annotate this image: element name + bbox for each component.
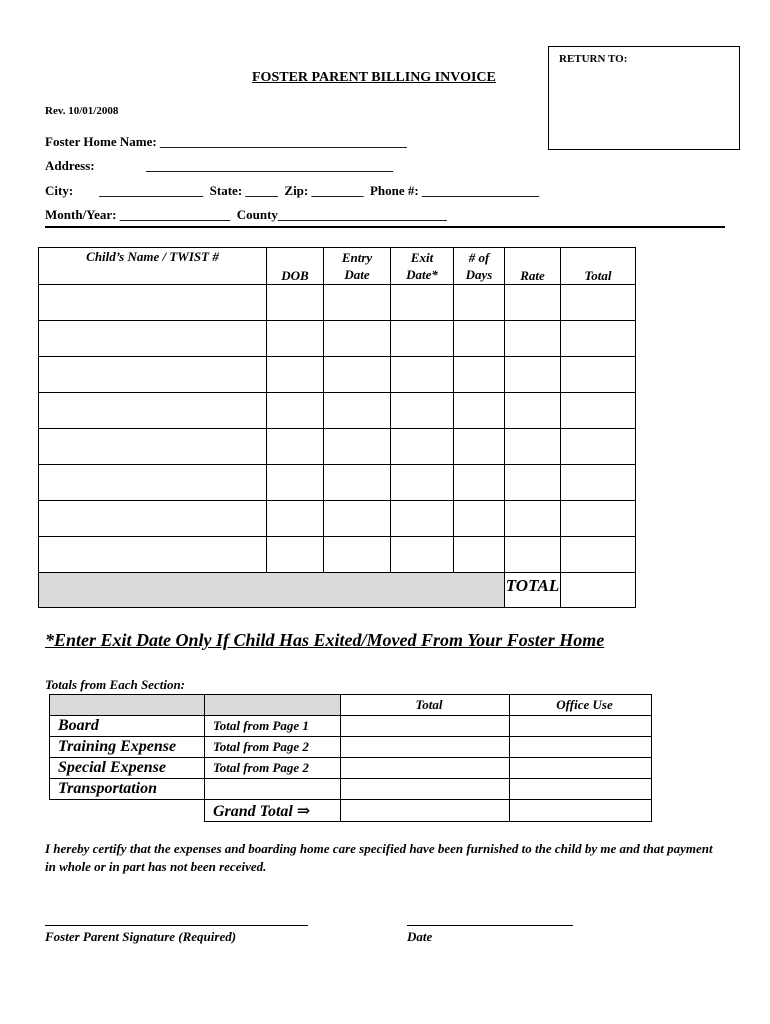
signature-line[interactable] [45,925,308,926]
summary-row-board [50,716,652,737]
summary-row-transportation [50,779,652,800]
signature-label: Foster Parent Signature (Required) [45,929,237,944]
table-row[interactable] [39,285,636,321]
row-source: Total from Page 1 [205,716,341,737]
table-row[interactable] [39,321,636,357]
row-source: Total from Page 2 [205,758,341,779]
col-header-days: # of Days [454,248,505,285]
row-label: Training Expense [50,737,205,758]
revision-date: Rev. 10/01/2008 [45,105,119,117]
table-total-row [39,573,636,608]
total-input[interactable] [341,716,510,737]
office-use-cell [510,758,652,779]
table-header-row [39,248,636,285]
certification-text: I hereby certify that the expenses and boarding home care specified have been furnished to the child by me and that payment in whole or in part has not been received. [45,841,713,874]
header-divider [45,226,725,228]
page-title: FOSTER PARENT BILLING INVOICE [252,70,496,85]
grand-total-input[interactable] [341,800,510,822]
total-input[interactable] [341,758,510,779]
summary-header-row [50,695,652,716]
exit-date-note: *Enter Exit Date Only If Child Has Exited/Moved From Your Foster Home [45,630,605,650]
office-use-cell [510,716,652,737]
total-input[interactable] [341,737,510,758]
date-label: Date [407,929,433,944]
office-use-cell [510,779,652,800]
return-to-box [548,46,740,150]
row-label: Special Expense [50,758,205,779]
office-use-cell [510,737,652,758]
col-header-child: Child’s Name / TWIST # [39,248,267,285]
shaded-cell [39,573,505,608]
col-header-total: Total [341,695,510,716]
table-row[interactable] [39,357,636,393]
grand-total-label: Grand Total ⇒ [205,800,341,822]
return-to-label: RETURN TO: [559,53,628,65]
office-use-cell [510,800,652,822]
address-label: Address: [45,158,95,173]
row-label: Transportation [50,779,205,800]
row-label: Board [50,716,205,737]
section-totals-table [49,694,652,822]
summary-row-grand-total [50,800,652,822]
total-label: TOTAL [505,573,561,608]
table-row[interactable] [39,393,636,429]
col-header-dob: DOB [267,248,324,285]
table-row[interactable] [39,465,636,501]
col-header-total: Total [561,248,636,285]
row-source [205,779,341,800]
summary-caption: Totals from Each Section: [45,677,186,692]
address-field[interactable]: ______________________________________ [146,158,393,173]
city-state-zip-phone-field[interactable]: City: ________________ State: _____ Zip: ________ Phone #: __________________ [45,183,539,198]
table-row[interactable] [39,501,636,537]
col-header-entry-date: Entry Date [324,248,391,285]
child-billing-table [38,247,636,608]
col-header-rate: Rate [505,248,561,285]
total-input[interactable] [341,779,510,800]
foster-home-name-field[interactable]: Foster Home Name: ______________________________________ [45,134,407,149]
month-year-county-field[interactable]: Month/Year: _________________ County__________________________ [45,207,447,222]
col-header-exit-date: Exit Date* [391,248,454,285]
date-line[interactable] [407,925,573,926]
row-source: Total from Page 2 [205,737,341,758]
col-header-office-use: Office Use [510,695,652,716]
table-row[interactable] [39,537,636,573]
table-row[interactable] [39,429,636,465]
summary-row-special [50,758,652,779]
summary-row-training [50,737,652,758]
total-value-cell[interactable] [561,573,636,608]
